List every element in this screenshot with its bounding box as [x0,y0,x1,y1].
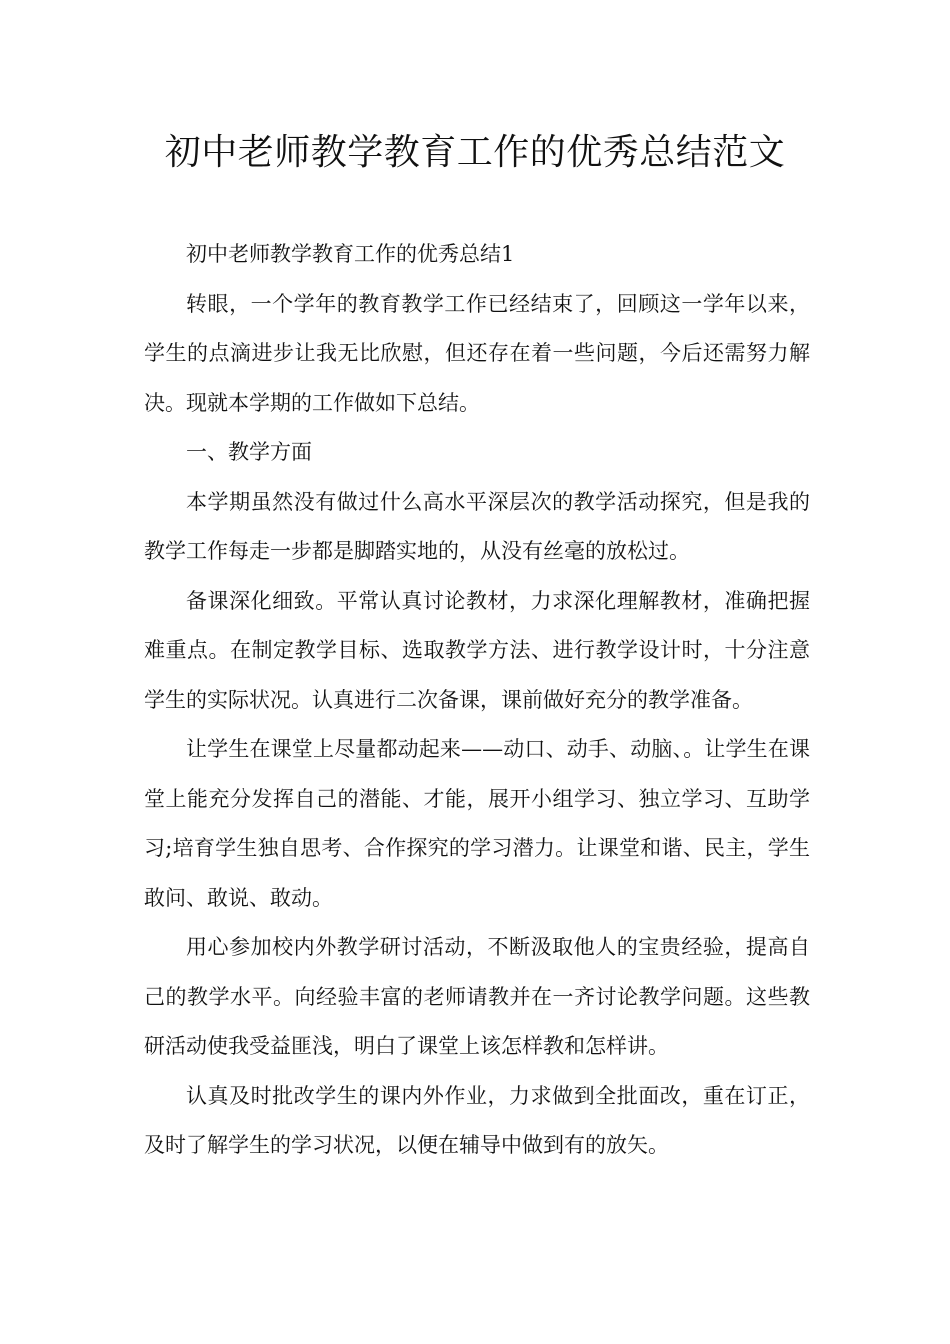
section-heading: 初中老师教学教育工作的优秀总结1 [186,242,515,266]
paragraph: 用心参加校内外教学研讨活动，不断汲取他人的宝贵经验，提高自己的教学水平。向经验丰富的老师请教并在一齐讨论教学问题。这些教研活动使我受益匪浅，明白了课堂上该怎样教和怎样讲。 [144,935,810,1058]
document-body [144,230,810,1171]
document-title: 初中老师教学教育工作的优秀总结范文 [164,132,786,173]
paragraph: 让学生在课堂上尽量都动起来——动口、动手、动脑、。让学生在课堂上能充分发挥自己的潜能、才能，展开小组学习、独立学习、互助学习;培育学生独自思考、合作探究的学习潜力。让课堂和谐、民主，学生敢问、敢说、敢动。 [144,737,810,910]
paragraph: 认真及时批改学生的课内外作业，力求做到全批面改，重在订正，及时了解学生的学习状况，以便在辅导中做到有的放矢。 [144,1083,810,1157]
paragraph-intro: 转眼，一个学年的教育教学工作已经结束了，回顾这一学年以来，学生的点滴进步让我无比欣慰，但还存在着一些问题，今后还需努力解决。现就本学期的工作做如下总结。 [144,291,810,415]
paragraph: 本学期虽然没有做过什么高水平深层次的教学活动探究，但是我的教学工作每走一步都是脚踏实地的，从没有丝毫的放松过。 [144,489,810,563]
subsection-heading: 一、教学方面 [186,440,312,464]
paragraph: 备课深化细致。平常认真讨论教材，力求深化理解教材，准确把握难重点。在制定教学目标、选取教学方法、进行教学设计时，十分注意学生的实际状况。认真进行二次备课，课前做好充分的教学准备。 [144,588,810,712]
